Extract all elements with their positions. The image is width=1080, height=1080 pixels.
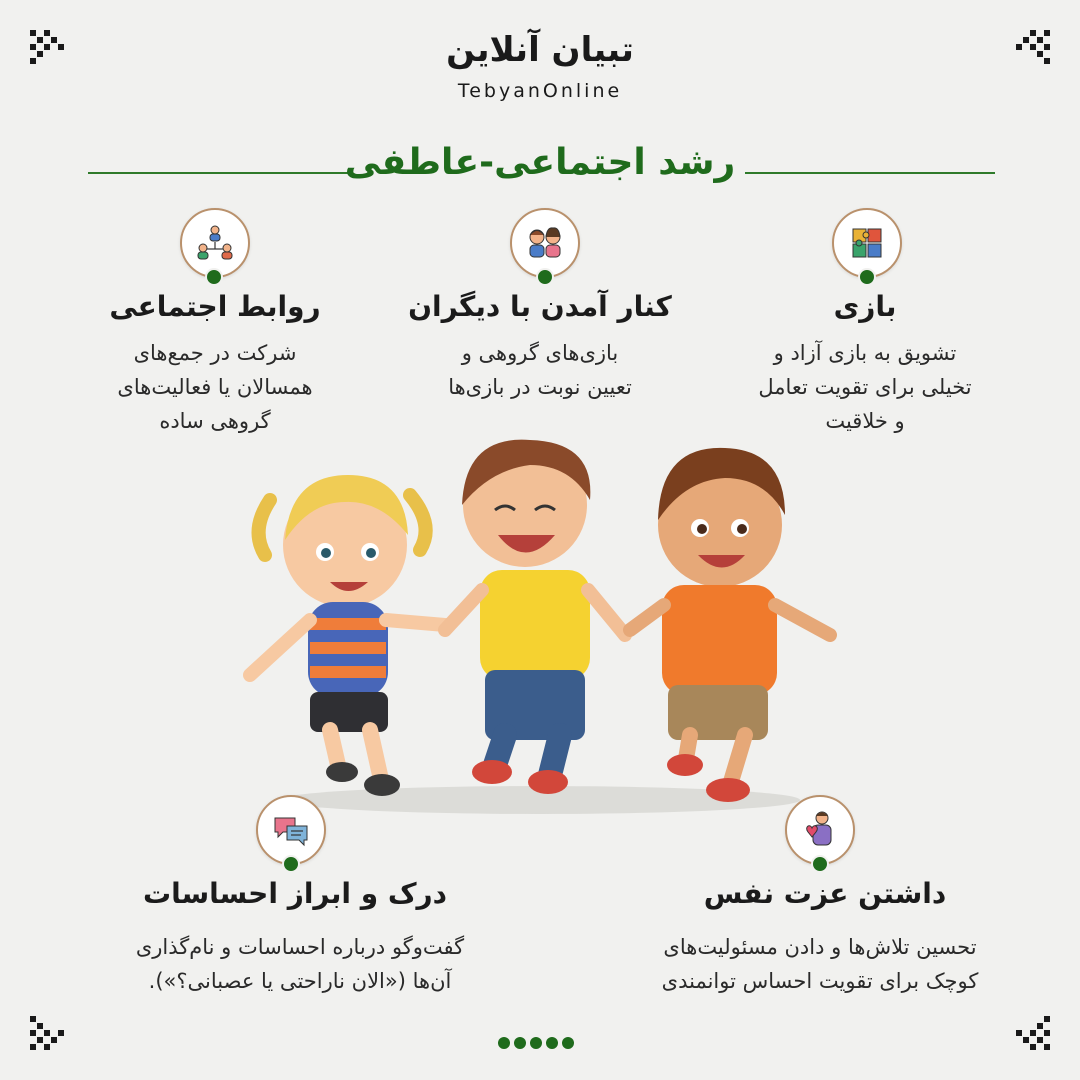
play-line: تشویق به بازی آزاد و xyxy=(773,341,957,365)
boy-yellow-shirt-figure xyxy=(445,440,625,794)
social-relations-line: همسالان یا فعالیت‌های xyxy=(117,375,313,399)
social-relations-heading: روابط اجتماعی xyxy=(109,290,321,323)
social-relations-line: شرکت در جمع‌های xyxy=(133,341,297,365)
self-esteem-text xyxy=(590,930,1050,998)
self-esteem-heading: داشتن عزت نفس xyxy=(703,877,947,910)
getting-along-text xyxy=(400,336,680,404)
play-line: تخیلی برای تقویت تعامل xyxy=(758,375,972,399)
corner-ornament-bottom-right xyxy=(1016,1016,1050,1050)
section-marker-dot xyxy=(858,268,876,286)
puzzle-icon xyxy=(847,223,887,263)
title-rule-left xyxy=(88,172,352,174)
emotions-text xyxy=(80,930,520,998)
section-marker-dot xyxy=(811,855,829,873)
emotions-line: گفت‌وگو درباره احساسات و نام‌گذاری xyxy=(135,935,465,959)
getting-along-line: بازی‌های گروهی و xyxy=(461,341,619,365)
section-marker-dot xyxy=(282,855,300,873)
page-indicator-dot xyxy=(514,1037,526,1049)
self-esteem-line: کوچک برای تقویت احساس توانمندی xyxy=(661,969,979,993)
section-marker-dot xyxy=(205,268,223,286)
page-indicator-dot xyxy=(498,1037,510,1049)
children-running-illustration xyxy=(230,430,850,820)
brand-logo-english: TebyanOnline xyxy=(457,80,623,102)
emotions-line: آن‌ها («الان ناراحتی یا عصبانی؟»). xyxy=(148,969,452,993)
getting-along-line: تعیین نوبت در بازی‌ها xyxy=(448,375,632,399)
social-relations-text xyxy=(70,336,360,438)
play-heading: بازی xyxy=(833,290,897,323)
page-title: رشد اجتماعی-عاطفی xyxy=(344,142,736,183)
brand-logo-persian: تبیان آنلاین xyxy=(446,30,634,70)
play-line: و خلاقیت xyxy=(825,409,905,433)
getting-along-heading: کنار آمدن با دیگران xyxy=(408,290,672,323)
social-relations-line: گروهی ساده xyxy=(159,409,271,433)
play-text xyxy=(715,336,1015,438)
heart-person-icon xyxy=(800,810,840,850)
title-rule-right xyxy=(745,172,995,174)
self-esteem-line: تحسین تلاش‌ها و دادن مسئولیت‌های xyxy=(663,935,977,959)
corner-ornament-bottom-left xyxy=(30,1016,64,1050)
girl-figure xyxy=(250,475,445,796)
two-children-icon xyxy=(525,223,565,263)
chat-bubbles-icon xyxy=(271,810,311,850)
page-indicator-dot xyxy=(530,1037,542,1049)
emotions-heading: درک و ابراز احساسات xyxy=(142,877,448,910)
page-indicator xyxy=(498,1034,578,1053)
page-indicator-dot xyxy=(546,1037,558,1049)
page-indicator-dot xyxy=(562,1037,574,1049)
boy-orange-shirt-figure xyxy=(630,448,830,802)
section-marker-dot xyxy=(536,268,554,286)
people-network-icon xyxy=(195,223,235,263)
